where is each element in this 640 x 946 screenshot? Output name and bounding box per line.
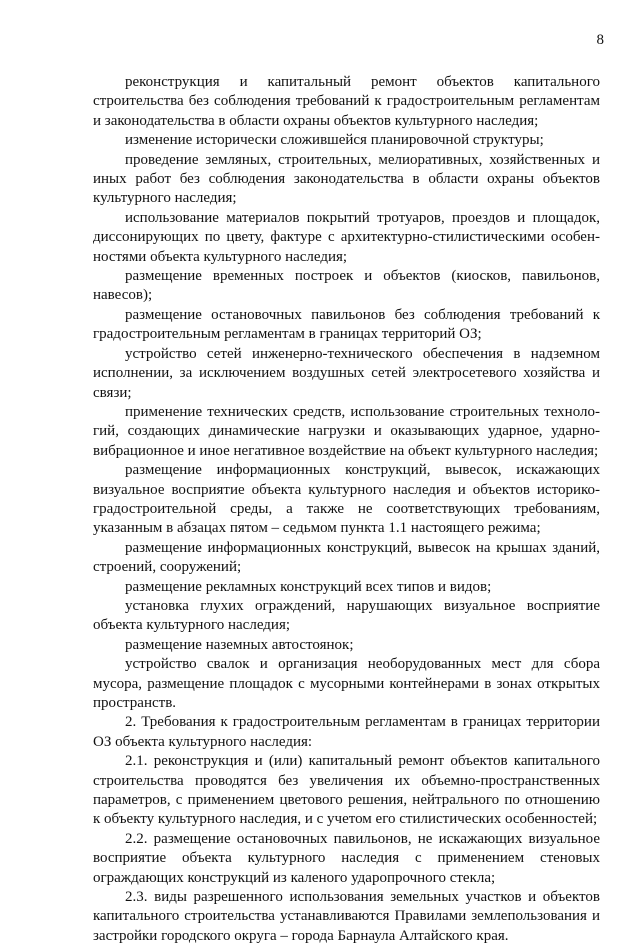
- paragraph: устройство сетей инженерно-технического обеспечения в надземном исполнении, за исключением воздушных сетей электросетевого хозяйства и связи;: [93, 345, 600, 401]
- paragraph: 2.2. размещение остановочных павильонов, не искажающих визуальное восприятие объекта культурного наследия с применением стеновых ограждающих конструкций из каленого ударопрочного стекла;: [93, 830, 600, 886]
- section-heading: 2. Требования к градостроительным регламентам в границах территории ОЗ объекта культурного наследия:: [93, 714, 600, 750]
- paragraph: устройство свалок и организация необорудованных мест для сбора мусора, размещение площадок с мусорными контейнерами в зонах открытых пространств.: [93, 656, 600, 711]
- page-number: 8: [596, 32, 604, 48]
- paragraph: 2.1. реконструкция и (или) капитальный ремонт объектов капитального строительства проводятся без увеличения их объемно-пространственных параметров, с применением цветового решения, нейтрального по отношению к объекту культурного наследия, и с учетом его стилистических особенностей;: [93, 753, 600, 828]
- paragraph: применение технических средств, использование строительных технологий, создающих динамические нагрузки и оказывающих ударное, ударно-вибрационное и иное негативное воздействие на объект культурного наследия;: [93, 403, 600, 459]
- paragraph: размещение временных построек и объектов (киосков, павильонов, навесов);: [93, 268, 600, 304]
- paragraph: размещение информационных конструкций, вывесок на крышах зданий, строений, сооружений;: [93, 539, 600, 576]
- paragraph: размещение рекламных конструкций всех типов и видов;: [125, 578, 492, 595]
- document-body: [93, 73, 600, 946]
- paragraph: проведение земляных, строительных, мелиоративных, хозяйственных и иных работ без соблюдения законодательства в области охраны объектов культурного наследия;: [93, 151, 600, 207]
- paragraph: реконструкция и капитальный ремонт объектов капитального строительства без соблюдения требований к градостроительным регламентам и законодательства в области охраны объектов культурного наследия;: [93, 74, 600, 129]
- paragraph: изменение исторически сложившейся планировочной структуры;: [125, 132, 544, 149]
- paragraph: размещение остановочных павильонов без соблюдения требований к градостроительным регламентам в границах территорий ОЗ;: [93, 306, 600, 343]
- paragraph: размещение наземных автостоянок;: [125, 636, 354, 653]
- paragraph: размещение информационных конструкций, вывесок, искажающих визуальное восприятие объекта культурного наследия и объектов историко-градостроительной среды, а также не соответствующих требованиям, указанным в абзацах пятом – седьмом пункта 1.1 настоящего режима;: [93, 462, 600, 537]
- paragraph: использование материалов покрытий тротуаров, проездов и площадок, диссонирующих по цвету, фактуре с архитектурно-стилистическими особенностями объекта культурного наследия;: [93, 209, 600, 265]
- paragraph: 2.3. виды разрешенного использования земельных участков и объектов капитального строительства устанавливаются Правилами землепользования и застройки городского округа – города Барнаула Алтайского края.: [93, 889, 600, 944]
- paragraph: установка глухих ограждений, нарушающих визуальное восприятие объекта культурного наследия;: [93, 597, 600, 634]
